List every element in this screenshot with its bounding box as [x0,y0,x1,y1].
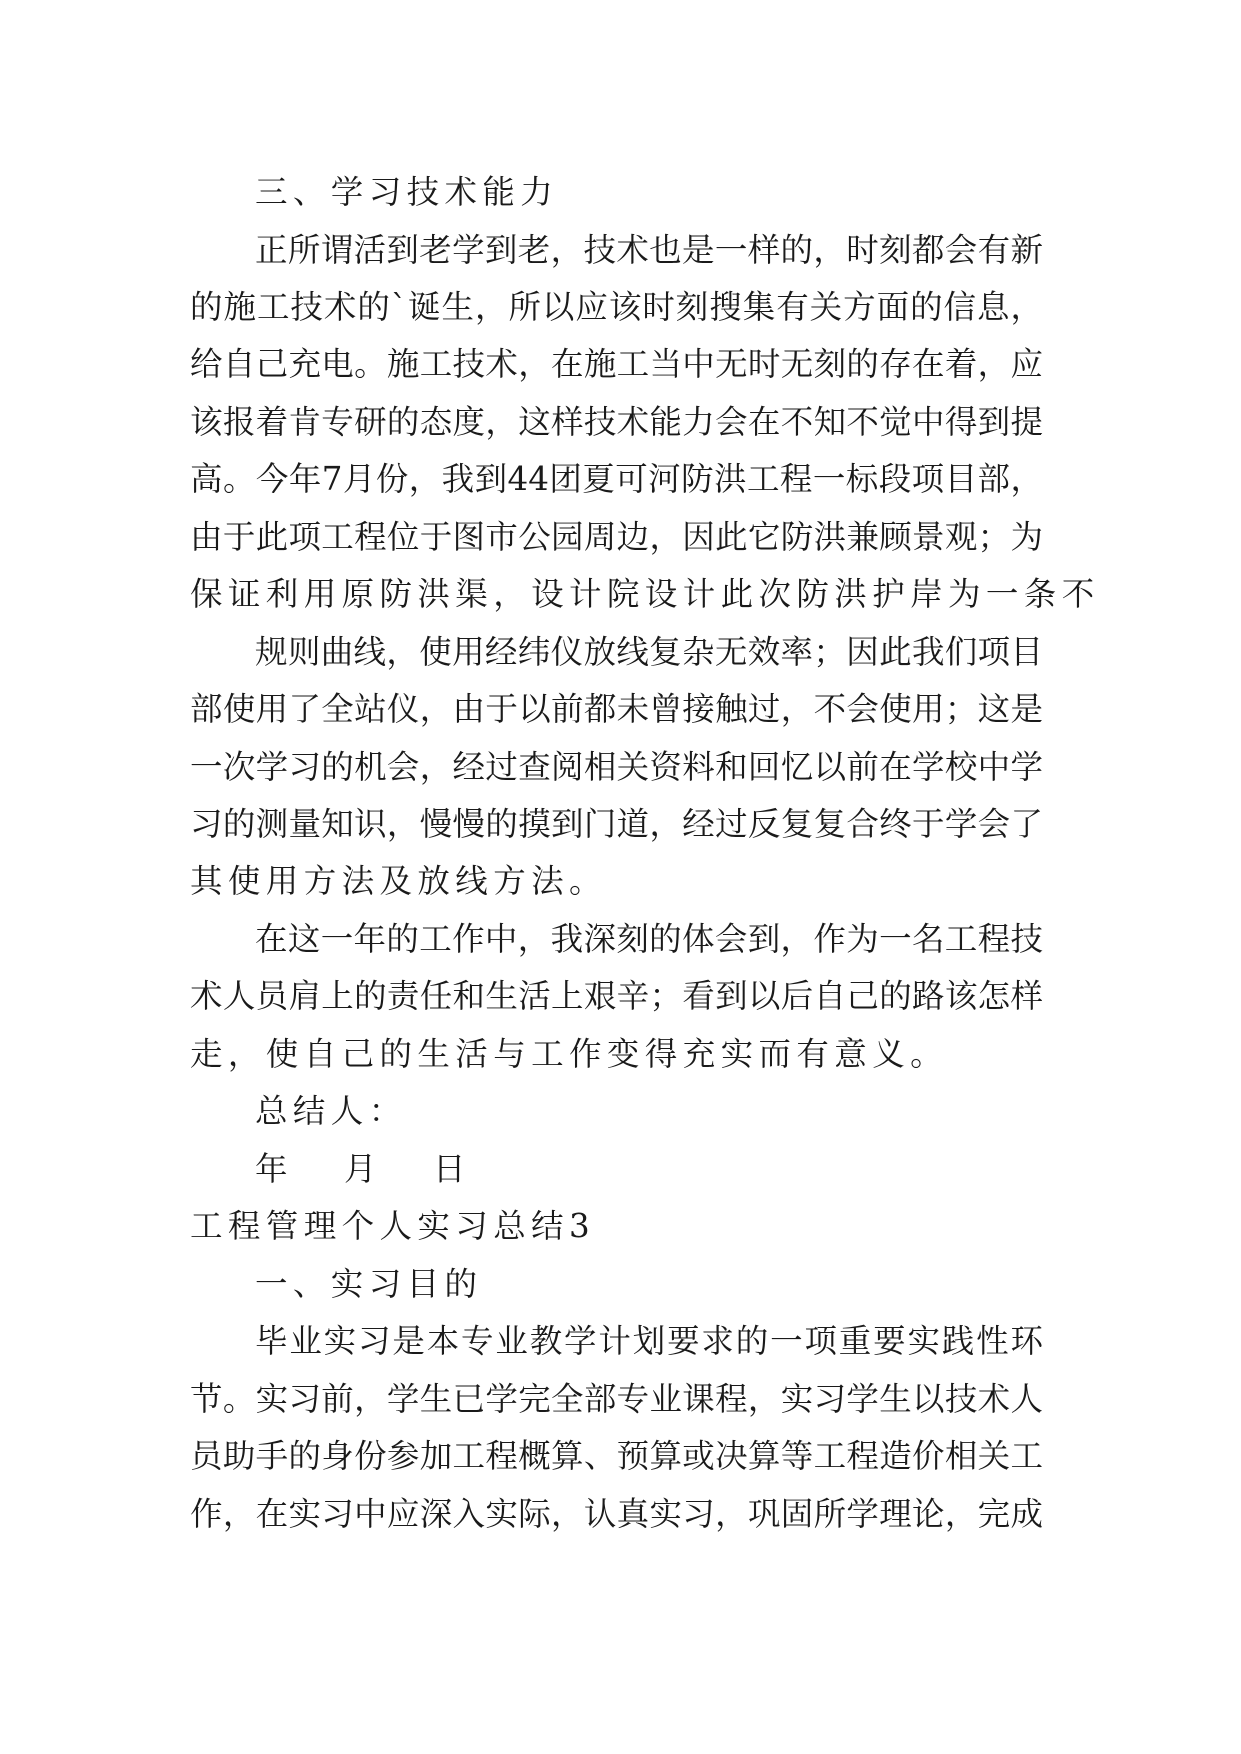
paragraph-line: 习的测量知识，慢慢的摸到门道，经过反复复合终于学会了 [190,805,1043,843]
date-line: 年 月 日 [255,1150,478,1188]
section-heading-learn-skills: 三、学习技术能力 [255,173,559,211]
paragraph-line: 部使用了全站仪，由于以前都未曾接触过，不会使用；这是 [190,690,1043,728]
summary-author-label: 总结人： [255,1092,407,1130]
paragraph-line: 由于此项工程位于图市公园周边，因此它防洪兼顾景观；为 [190,518,1043,556]
paragraph-line: 作，在实习中应深入实际，认真实习，巩固所学理论，完成 [190,1495,1043,1533]
paragraph-line: 术人员肩上的责任和生活上艰辛；看到以后自己的路该怎样 [190,977,1043,1015]
paragraph-line: 高。今年7月份，我到44团夏可河防洪工程一标段项目部， [190,460,1043,498]
paragraph-line: 该报着肯专研的态度，这样技术能力会在不知不觉中得到提 [190,403,1043,441]
paragraph-line: 的施工技术的`诞生，所以应该时刻搜集有关方面的信息， [190,288,1043,326]
section-title: 工程管理个人实习总结3 [190,1207,596,1245]
paragraph-line: 给自己充电。施工技术，在施工当中无时无刻的存在着，应 [190,345,1043,383]
paragraph-line: 节。实习前，学生已学完全部专业课程，实习学生以技术人 [190,1380,1043,1418]
paragraph-line: 规则曲线，使用经纬仪放线复杂无效率；因此我们项目 [255,633,1043,671]
paragraph-line: 毕业实习是本专业教学计划要求的一项重要实践性环 [255,1322,1043,1360]
paragraph-line: 正所谓活到老学到老，技术也是一样的，时刻都会有新 [255,231,1043,269]
paragraph-line: 员助手的身份参加工程概算、预算或决算等工程造价相关工 [190,1437,1043,1475]
paragraph-line: 保证利用原防洪渠，设计院设计此次防洪护岸为一条不 [190,575,1100,613]
section-heading-purpose: 一、实习目的 [255,1265,483,1303]
paragraph-line: 其使用方法及放线方法。 [190,862,607,900]
paragraph-line: 一次学习的机会，经过查阅相关资料和回忆以前在学校中学 [190,748,1043,786]
paragraph-line: 走，使自己的生活与工作变得充实而有意义。 [190,1035,949,1073]
paragraph-line: 在这一年的工作中，我深刻的体会到，作为一名工程技 [255,920,1043,958]
